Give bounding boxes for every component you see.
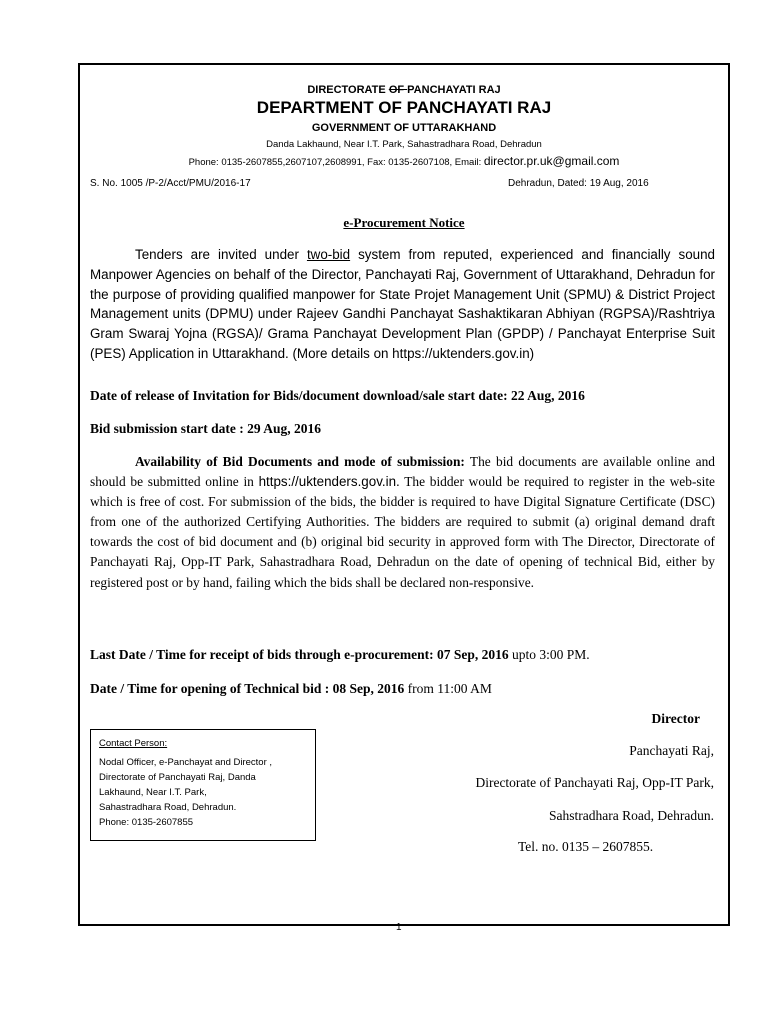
last-date-bold: Last Date / Time for receipt of bids through e-procurement: 07 Sep, 2016	[90, 647, 509, 662]
address-line: Danda Lakhaund, Near I.T. Park, Sahastradhara Road, Dehradun	[266, 139, 542, 150]
signature-line-1: Panchayati Raj,	[629, 743, 714, 758]
availability-heading: Availability of Bid Documents and mode of submission:	[135, 454, 465, 469]
signature-line-2: Directorate of Panchayati Raj, Opp-IT Park,	[475, 775, 714, 790]
release-date: Date of release of Invitation for Bids/document download/sale start date: 22 Aug, 2016	[90, 388, 585, 403]
contact-heading: Contact Person:	[99, 738, 168, 749]
department-title: DEPARTMENT OF PANCHAYATI RAJ	[256, 98, 552, 117]
tender-url: https://uktenders.gov.in.	[258, 474, 400, 490]
contact-phone: Phone: 0135-2607855	[99, 817, 194, 828]
government-line: GOVERNMENT OF UTTARAKHAND	[311, 122, 497, 134]
contact-line-4: Sahastradhara Road, Dehradun.	[99, 802, 237, 813]
signature-line-3: Sahstradhara Road, Dehradun.	[549, 808, 714, 823]
directorate-suffix: PANCHAYATI RAJ	[407, 84, 501, 96]
dated: Dehradun, Dated: 19 Aug, 2016	[508, 178, 649, 189]
opening-date	[90, 681, 492, 697]
page-number: 1	[396, 922, 402, 933]
phone-fax: Phone: 0135-2607855,2607107,2608991, Fax: 0135-2607108, Email:	[188, 157, 484, 168]
two-bid-text: two-bid	[306, 247, 351, 262]
contact-line	[80, 154, 728, 168]
para1-rest: system from reputed, experienced and financially sound Manpower Agencies on behalf of the Director, Panchayati Raj, Government of Uttarakhand, Dehradun for the purpose of providing qualified manpower for State Projet Management Unit (SPMU) & District Project Management units (DPMU) under Rajeev Gandhi Panchayat Sashaktikaran Abhiyan (RGPSA)/Rashtriya Gram Swaraj Yojna (RGSA)/ Grama Panchayat Development Plan (GPDP) / Panchayat Enterprise Suit (PES) Application in Uttarakhand. (More details on https://uktenders.gov.in)	[90, 247, 715, 361]
contact-line-1: Nodal Officer, e-Panchayat and Director ,	[99, 757, 273, 768]
signature-tel: Tel. no. 0135 – 2607855.	[518, 839, 654, 854]
signature-title: Director	[651, 711, 700, 726]
availability-text-b: The bidder would be required to register in the web-site which is free of cost. For submission of the bids, the bidder is required to have Digital Signature Certificate (DSC) from one of the authorized Certifying Authorities. The bidders are required to submit (a) original demand draft towards the cost of bid document and (b) original bid security in approved form with The Director, Directorate of Panchayati Raj, Opp-IT Park, Sahastradhara Road, Dehradun on the date of opening of technical Bid, either by registered post or by hand, failing which the bids shall be declared non-responsive.	[90, 474, 716, 590]
notice-title-text: e-Procurement Notice	[343, 215, 465, 230]
bid-start-date: Bid submission start date : 29 Aug, 2016	[90, 421, 322, 436]
directorate-prefix: DIRECTORATE	[307, 84, 389, 96]
availability-text-a: The bid documents are available online and should be submitted online in	[90, 454, 715, 490]
last-date-time: upto 3:00 PM.	[508, 647, 590, 662]
availability-paragraph	[90, 452, 715, 593]
directorate-struck: OF	[388, 84, 408, 96]
tender-paragraph	[90, 245, 715, 364]
contact-line-3: Lakhaund, Near I.T. Park,	[99, 787, 207, 798]
opening-time: from 11:00 AM	[404, 681, 492, 696]
last-date	[90, 647, 590, 663]
email-address: director.pr.uk@gmail.com	[483, 154, 620, 168]
contact-box	[90, 729, 316, 841]
directorate-line	[80, 84, 728, 96]
para1-start: Tenders are invited under	[135, 247, 307, 262]
notice-title	[80, 215, 728, 231]
opening-date-bold: Date / Time for opening of Technical bid : 08 Sep, 2016	[90, 681, 405, 696]
contact-line-2: Directorate of Panchayati Raj, Danda	[99, 772, 256, 783]
serial-number: S. No. 1005 /P-2/Acct/PMU/2016-17	[90, 178, 251, 189]
